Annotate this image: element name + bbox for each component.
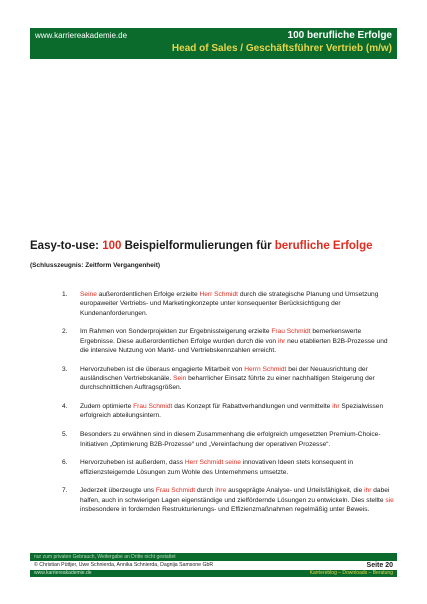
- highlighted-text: ihr: [364, 487, 372, 495]
- highlighted-text: Frau Schmidt: [155, 487, 196, 495]
- header-site-link[interactable]: www.karriereakademie.de: [35, 31, 128, 40]
- page-footer: [30, 553, 397, 577]
- text-segment: beharrlicher Einsatz führte zu einer nachhaltigen Steigerung der durchschnittlichen Auftragsgrößen.: [80, 375, 375, 392]
- page-subtitle: (Schlusszeugnis: Zeitform Vergangenheit): [30, 262, 161, 269]
- list-item: [30, 365, 397, 393]
- footer-links[interactable]: Karriereblog – Downloads – Beratung: [309, 570, 393, 576]
- text-segment: das Konzept für Rabattverhandlungen und vermittelte: [172, 403, 333, 411]
- text-segment: neu etablierten B2B-Prozesse und die intensive Nutzung von Markt- und Vertriebskennzahlen erreicht.: [80, 337, 388, 354]
- title-number: 100: [102, 240, 122, 252]
- page-number: Seite 20: [366, 562, 393, 569]
- header-title: 100 berufliche Erfolge: [287, 30, 392, 41]
- text-segment: durch die strategische Planung und Umsetzung europaweiter Vertriebs- und Marketingkonzepte unter konsequenter Berücksichtigung der Kundenanforderungen.: [80, 291, 379, 317]
- highlighted-text: Herr Schmidt: [199, 291, 238, 298]
- list-item-number: 2.: [62, 328, 68, 336]
- title-part-1: Easy-to-use:: [30, 240, 103, 252]
- footer-site-link[interactable]: www.karriereakademie.de: [34, 570, 92, 576]
- title-part-3: berufliche Erfolge: [274, 240, 373, 252]
- list-item-number: 3.: [62, 365, 68, 373]
- list-item: [30, 290, 397, 318]
- text-segment: innovativen Ideen stets konsequent in effizienzsteigernde Lösungen zum Wohle des Unternehmens umsetzte.: [80, 459, 354, 476]
- highlighted-text: sie: [385, 496, 394, 504]
- highlighted-text: ihr: [332, 403, 340, 411]
- text-segment: ausgeprägte Analyse- und Urteilsfähigkeit, die: [226, 487, 365, 495]
- footer-copyright: © Christian Püttjer, Uwe Schnierda, Annika Schnierda, Dagnija Samsone GbR: [34, 562, 214, 568]
- title-part-2: Beispielformulierungen für: [121, 240, 275, 252]
- page-header: [30, 28, 397, 59]
- page-title: [30, 240, 397, 252]
- text-segment: insbesondere in fordernden Restrukturierungs- und Effizienzmaßnahmen regelmäßig unter Beweis.: [80, 506, 370, 514]
- text-segment: Zudem optimierte: [80, 403, 134, 411]
- highlighted-text: ihr: [277, 337, 286, 345]
- highlighted-text: Herrn Schmidt: [244, 365, 287, 373]
- highlighted-text: Seine: [80, 291, 97, 298]
- footer-links-bar: [30, 570, 397, 577]
- list-item-number: 5.: [62, 431, 68, 439]
- text-segment: Besonders zu erwähnen sind in diesem Zusammenhang die erfolgreich umgesetzten Premium-Choice-Initiativen „Optimierung B2B-Prozesse“ und „Vereinfachung der operativen Prozesse“.: [80, 431, 381, 448]
- formulation-list: [30, 290, 397, 524]
- list-item-number: 7.: [62, 487, 68, 495]
- text-segment: bemerkenswerte Ergebnisse. Diese außerordentlichen Erfolge wurden durch die von: [80, 328, 362, 345]
- text-segment: außerordentlichen Erfolge erzielte: [96, 291, 200, 298]
- list-item: [30, 402, 397, 421]
- header-subtitle: Head of Sales / Geschäftsführer Vertrieb (m/w): [171, 43, 392, 54]
- text-segment: Hervorzuheben ist außerdem, dass: [80, 459, 185, 467]
- list-item-number: 4.: [62, 403, 68, 411]
- list-item: [30, 486, 397, 514]
- list-item-number: 1.: [62, 291, 68, 298]
- highlighted-text: Sein: [173, 375, 187, 383]
- text-segment: bei der Neuausrichtung der ausländischen Vertriebskanäle.: [80, 365, 368, 383]
- highlighted-text: Herr Schmidt seine: [184, 459, 241, 467]
- footer-notice: nur zum privaten Gebrauch, Weitergabe an Dritte nicht gestattet: [30, 553, 397, 561]
- list-item: [30, 458, 397, 477]
- list-item-number: 6.: [62, 459, 68, 467]
- text-segment: Spezialwissen erfolgreich abteilungsintern.: [80, 403, 384, 420]
- text-segment: Jederzeit überzeugte uns: [80, 487, 156, 495]
- text-segment: dabei halfen, auch in schwierigen Lagen eigenständige und zielfördernde Lösungen zu entwickeln. Dies stellte: [80, 487, 390, 504]
- highlighted-text: ihre: [215, 487, 227, 495]
- list-item: [30, 430, 397, 449]
- text-segment: Im Rahmen von Sonderprojekten zur Ergebnissteigerung erzielte: [80, 328, 272, 336]
- text-segment: durch: [195, 487, 216, 495]
- footer-copyright-row: [30, 561, 397, 570]
- list-item: [30, 327, 397, 355]
- highlighted-text: Frau Schmidt: [271, 328, 311, 336]
- highlighted-text: Frau Schmidt: [133, 403, 173, 411]
- text-segment: Hervorzuheben ist die überaus engagierte Mitarbeit von: [80, 365, 245, 373]
